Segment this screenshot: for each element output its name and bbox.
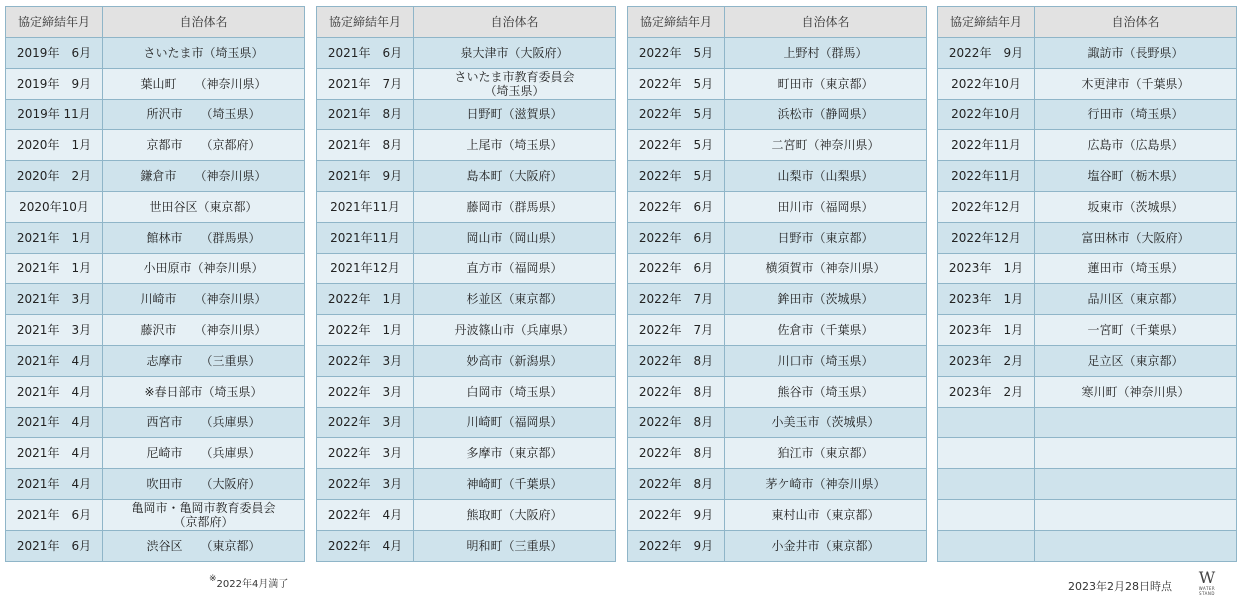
municipality-name: 多摩市（東京都） [414,438,616,469]
header-date: 協定締結年月 [6,7,103,38]
municipality-name: 神崎町（千葉県） [414,469,616,500]
agreement-date: 2021年 6月 [6,530,103,561]
municipality-name: 世田谷区（東京都） [103,191,305,222]
logo-text: WATER STAND [1198,586,1216,596]
agreement-date: 2022年 5月 [628,38,725,69]
table-row [628,284,927,315]
header-municipality: 自治体名 [725,7,927,38]
table-row [317,499,616,530]
municipality-name: 町田市（東京都） [725,68,927,99]
table-row [938,469,1237,500]
agreement-date: 2022年 3月 [317,407,414,438]
municipality-name: 丹波篠山市（兵庫県） [414,315,616,346]
municipality-name: 館林市 （群馬県） [103,222,305,253]
table-row [6,407,305,438]
table-row [6,191,305,222]
municipality-name: 蓮田市（埼玉県） [1035,253,1237,284]
table-header-row [938,7,1237,38]
agreement-date: 2021年 6月 [6,499,103,530]
municipality-name: 亀岡市・亀岡市教育委員会 （京都府） [103,499,305,530]
table-row [628,499,927,530]
agreement-date: 2021年11月 [317,222,414,253]
table-row [628,161,927,192]
table-row [6,222,305,253]
table-row [938,345,1237,376]
header-municipality: 自治体名 [1035,7,1237,38]
header-date: 協定締結年月 [628,7,725,38]
table-row [628,99,927,130]
agreement-date: 2021年 7月 [317,68,414,99]
table-row [628,345,927,376]
table-row [317,38,616,69]
municipality-name: 諏訪市（長野県） [1035,38,1237,69]
municipality-name [1035,469,1237,500]
agreement-date: 2023年 1月 [938,284,1035,315]
municipality-name: 吹田市 （大阪府） [103,469,305,500]
agreement-date: 2021年 3月 [6,284,103,315]
table-row [317,161,616,192]
agreement-date: 2021年 4月 [6,376,103,407]
municipality-name: 直方市（福岡県） [414,253,616,284]
municipality-name: 一宮町（千葉県） [1035,315,1237,346]
table-row [628,376,927,407]
agreement-date: 2022年 5月 [628,68,725,99]
municipality-name: 川崎町（福岡県） [414,407,616,438]
municipality-name: 寒川町（神奈川県） [1035,376,1237,407]
table-row [938,253,1237,284]
agreement-date: 2022年11月 [938,161,1035,192]
agreement-date [938,438,1035,469]
agreement-date: 2022年 4月 [317,499,414,530]
agreement-date: 2022年 4月 [317,530,414,561]
table-row [317,284,616,315]
municipality-name: 所沢市 （埼玉県） [103,99,305,130]
agreement-date: 2021年 8月 [317,130,414,161]
table-row [628,253,927,284]
table-row [317,130,616,161]
municipality-name: 上尾市（埼玉県） [414,130,616,161]
agreement-date: 2022年 3月 [317,345,414,376]
table-row [317,315,616,346]
footnote-mark: ※ [209,574,217,584]
table-row [628,191,927,222]
agreement-date: 2021年12月 [317,253,414,284]
municipality-name: 熊谷市（埼玉県） [725,376,927,407]
municipality-name: 杉並区（東京都） [414,284,616,315]
municipality-name: 渋谷区 （東京都） [103,530,305,561]
table-row [938,407,1237,438]
agreement-date: 2021年 9月 [317,161,414,192]
municipality-name: 島本町（大阪府） [414,161,616,192]
municipality-name: 藤沢市 （神奈川県） [103,315,305,346]
table-row [317,407,616,438]
table-row [938,530,1237,561]
municipality-name: 富田林市（大阪府） [1035,222,1237,253]
agreement-date: 2022年 8月 [628,438,725,469]
agreement-date [938,499,1035,530]
municipality-name: 足立区（東京都） [1035,345,1237,376]
municipality-name: 小美玉市（茨城県） [725,407,927,438]
municipality-name: 小金井市（東京都） [725,530,927,561]
footnote [209,574,288,590]
municipality-name: 田川市（福岡県） [725,191,927,222]
municipality-name: 川口市（埼玉県） [725,345,927,376]
agreement-date: 2021年 8月 [317,99,414,130]
table-row [628,68,927,99]
municipality-name: 木更津市（千葉県） [1035,68,1237,99]
table-row [6,376,305,407]
municipality-name: 白岡市（埼玉県） [414,376,616,407]
as-of-date: 2023年2月28日時点 [1068,580,1172,593]
municipality-name: 広島市（広島県） [1035,130,1237,161]
table-row [6,99,305,130]
agreement-date: 2022年10月 [938,68,1035,99]
agreement-date: 2021年 1月 [6,253,103,284]
municipality-name: 品川区（東京都） [1035,284,1237,315]
municipality-name: 佐倉市（千葉県） [725,315,927,346]
municipality-name: 尼崎市 （兵庫県） [103,438,305,469]
municipality-name: 狛江市（東京都） [725,438,927,469]
table-row [938,284,1237,315]
agreement-date: 2022年11月 [938,130,1035,161]
water-stand-logo [1196,570,1218,604]
table-row [6,68,305,99]
table-row [317,68,616,99]
municipality-name: 明和町（三重県） [414,530,616,561]
table-row [6,438,305,469]
municipality-name: 日野市（東京都） [725,222,927,253]
table-header-row [317,7,616,38]
municipality-name: さいたま市教育委員会 （埼玉県） [414,68,616,99]
municipality-name: ※春日部市（埼玉県） [103,376,305,407]
table-row [938,499,1237,530]
table-row [628,315,927,346]
municipality-name: 山梨市（山梨県） [725,161,927,192]
municipality-name: さいたま市（埼玉県） [103,38,305,69]
agreement-date: 2022年 9月 [938,38,1035,69]
agreement-date: 2022年 3月 [317,469,414,500]
municipality-name [1035,438,1237,469]
agreement-date: 2020年 2月 [6,161,103,192]
agreement-date: 2021年 1月 [6,222,103,253]
table-row [938,130,1237,161]
table-row [6,499,305,530]
agreement-table-1 [5,6,305,562]
agreement-date: 2022年 5月 [628,99,725,130]
table-row [628,407,927,438]
agreement-date: 2021年 3月 [6,315,103,346]
table-row [317,99,616,130]
municipality-name: 小田原市（神奈川県） [103,253,305,284]
agreement-date: 2021年 4月 [6,438,103,469]
table-row [6,530,305,561]
agreement-date: 2021年 6月 [317,38,414,69]
municipality-name: 鉾田市（茨城県） [725,284,927,315]
table-row [6,161,305,192]
municipality-name: 行田市（埼玉県） [1035,99,1237,130]
municipality-name: 坂東市（茨城県） [1035,191,1237,222]
municipality-name: 岡山市（岡山県） [414,222,616,253]
table-row [938,376,1237,407]
footnote-text: 2022年4月満了 [216,579,289,590]
agreement-date: 2022年 8月 [628,345,725,376]
table-row [317,376,616,407]
table-row [6,253,305,284]
table-row [628,469,927,500]
table-row [6,38,305,69]
agreement-date: 2023年 1月 [938,315,1035,346]
table-row [938,315,1237,346]
agreement-date: 2019年 6月 [6,38,103,69]
municipality-name: 塩谷町（栃木県） [1035,161,1237,192]
municipality-name: 上野村（群馬） [725,38,927,69]
agreement-date: 2022年 5月 [628,130,725,161]
agreement-date: 2022年 9月 [628,499,725,530]
table-row [628,130,927,161]
agreement-date: 2020年10月 [6,191,103,222]
municipality-name: 葉山町 （神奈川県） [103,68,305,99]
table-row [6,130,305,161]
agreement-date [938,407,1035,438]
table-row [6,469,305,500]
table-header-row [628,7,927,38]
agreement-date: 2022年 5月 [628,161,725,192]
agreement-date: 2022年12月 [938,222,1035,253]
agreement-date: 2022年 3月 [317,376,414,407]
municipality-name: 日野町（滋賀県） [414,99,616,130]
agreement-date: 2022年 3月 [317,438,414,469]
table-row [938,38,1237,69]
agreement-date [938,530,1035,561]
municipality-name: 藤岡市（群馬県） [414,191,616,222]
table-row [628,222,927,253]
municipality-name: 志摩市 （三重県） [103,345,305,376]
table-row [317,530,616,561]
table-row [317,222,616,253]
header-municipality: 自治体名 [103,7,305,38]
municipality-name [1035,407,1237,438]
agreement-date: 2022年 1月 [317,284,414,315]
agreement-date: 2022年 6月 [628,222,725,253]
table-row [938,161,1237,192]
header-date: 協定締結年月 [938,7,1035,38]
agreement-date: 2022年 1月 [317,315,414,346]
table-row [938,438,1237,469]
table-row [6,315,305,346]
municipality-name: 妙高市（新潟県） [414,345,616,376]
table-row [317,438,616,469]
agreement-table-2 [316,6,616,562]
agreement-date: 2022年 6月 [628,191,725,222]
municipality-name: 茅ケ崎市（神奈川県） [725,469,927,500]
agreement-date: 2022年 7月 [628,315,725,346]
table-row [628,38,927,69]
header-municipality: 自治体名 [414,7,616,38]
table-row [317,191,616,222]
municipality-name: 鎌倉市 （神奈川県） [103,161,305,192]
municipality-name: 京都市 （京都府） [103,130,305,161]
agreement-date: 2022年10月 [938,99,1035,130]
agreement-date: 2023年 2月 [938,345,1035,376]
municipality-name [1035,530,1237,561]
table-row [6,345,305,376]
agreement-date: 2022年 9月 [628,530,725,561]
table-row [938,68,1237,99]
agreement-date: 2019年 9月 [6,68,103,99]
municipality-name: 二宮町（神奈川県） [725,130,927,161]
header-date: 協定締結年月 [317,7,414,38]
agreement-date: 2022年 8月 [628,407,725,438]
table-row [317,469,616,500]
agreement-table-4 [937,6,1237,562]
table-row [938,191,1237,222]
municipality-name: 東村山市（東京都） [725,499,927,530]
agreement-date: 2023年 2月 [938,376,1035,407]
agreement-date: 2022年 7月 [628,284,725,315]
municipality-name: 西宮市 （兵庫県） [103,407,305,438]
agreement-date: 2019年 11月 [6,99,103,130]
agreement-date: 2022年 6月 [628,253,725,284]
municipality-name: 川崎市 （神奈川県） [103,284,305,315]
municipality-name: 浜松市（静岡県） [725,99,927,130]
agreement-date: 2023年 1月 [938,253,1035,284]
table-row [938,222,1237,253]
table-row [317,253,616,284]
agreement-date [938,469,1035,500]
agreement-date: 2022年 8月 [628,469,725,500]
table-row [938,99,1237,130]
agreement-table-3 [627,6,927,562]
logo-letter: W [1198,568,1216,587]
municipality-name: 熊取町（大阪府） [414,499,616,530]
agreement-date: 2020年 1月 [6,130,103,161]
table-header-row [6,7,305,38]
table-row [628,530,927,561]
agreement-date: 2021年11月 [317,191,414,222]
table-row [317,345,616,376]
agreement-date: 2022年12月 [938,191,1035,222]
agreement-date: 2022年 8月 [628,376,725,407]
agreement-date: 2021年 4月 [6,407,103,438]
municipality-name [1035,499,1237,530]
agreement-date: 2021年 4月 [6,345,103,376]
municipality-name: 泉大津市（大阪府） [414,38,616,69]
agreement-date: 2021年 4月 [6,469,103,500]
table-row [628,438,927,469]
table-row [6,284,305,315]
municipality-name: 横須賀市（神奈川県） [725,253,927,284]
